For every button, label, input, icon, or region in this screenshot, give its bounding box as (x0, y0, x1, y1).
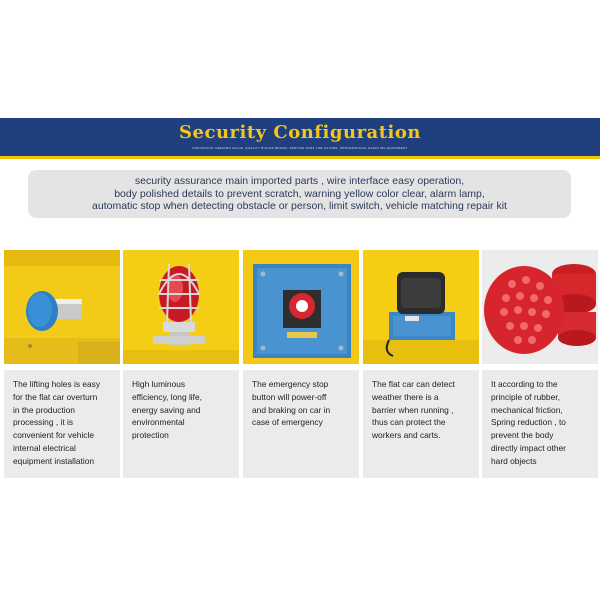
card-text-line: barrier when running , (372, 404, 454, 415)
card-text-rubber-buffer (482, 370, 598, 478)
card-text-line: and braking on car in (252, 404, 331, 415)
card-text-line: The emergency stop (252, 379, 329, 389)
card-text-line: convenient for vehicle (13, 430, 95, 441)
card-text-line: energy saving and (132, 404, 201, 415)
card-image-emergency-stop (243, 250, 359, 364)
emergency-stop-icon (243, 250, 359, 364)
card-text-line: It according to the (491, 379, 558, 389)
obstacle-sensor-icon (363, 250, 479, 364)
description-line: security assurance main imported parts , wire interface easy operation, (134, 175, 465, 188)
card-text-line: weather there is a (372, 391, 439, 402)
card-text-line: button will power-off (252, 391, 327, 402)
card-text-line: efficiency, long life, (132, 391, 202, 402)
card-text-alarm-lamp (123, 370, 239, 478)
card-text-emergency-stop (243, 370, 359, 478)
card-text-line: protection (132, 430, 169, 441)
card-text-line: hard objects (491, 455, 537, 466)
card-text-obstacle-sensor (363, 370, 479, 478)
card-text-line: in the production (13, 404, 75, 415)
card-text-line: thus can protect the (372, 417, 446, 428)
description-box (28, 170, 571, 218)
card-text-line: environmental (132, 417, 185, 428)
card-image-alarm-lamp (123, 250, 239, 364)
card-text-line: workers and carts. (372, 430, 441, 441)
card-text-line: internal electrical (13, 442, 76, 453)
card-text-line: Spring reduction , to (491, 417, 566, 428)
card-text-line: directly impact other (491, 442, 566, 453)
description-line: body polished details to prevent scratch, warning yellow color clear, alarm lamp, (114, 187, 485, 200)
card-text-line: processing , it is (13, 417, 74, 428)
page-title: Security Configuration (179, 122, 421, 143)
card-image-obstacle-sensor (363, 250, 479, 364)
card-text-lifting-hole (4, 370, 120, 478)
header-banner (0, 118, 600, 159)
card-text-line: equipment installation (13, 455, 95, 466)
card-text-line: prevent the body (491, 430, 554, 441)
rubber-buffer-icon (482, 250, 598, 364)
card-text-line: High luminous (132, 379, 186, 389)
description-line: automatic stop when detecting obstacle or person, limit switch, vehicle matching repair kit (92, 200, 507, 213)
lifting-hole-icon (4, 250, 120, 364)
card-text-line: mechanical friction, (491, 404, 563, 415)
card-text-line: case of emergency (252, 417, 323, 428)
card-image-rubber-buffer (482, 250, 598, 364)
banner-subtitle: INNOVATION CREATES VALUE, QUALITY BUILDS BRAND, SERVICE WINS THE FUTURE, PROFESSIONAL HANDLING EQUIPMENT (192, 146, 408, 150)
card-text-line: The lifting holes is easy (13, 379, 101, 389)
card-text-line: for the flat car overturn (13, 391, 98, 402)
card-text-line: The flat car can detect (372, 379, 455, 389)
card-text-line: principle of rubber, (491, 391, 560, 402)
card-image-lifting-hole (4, 250, 120, 364)
alarm-lamp-icon (123, 250, 239, 364)
